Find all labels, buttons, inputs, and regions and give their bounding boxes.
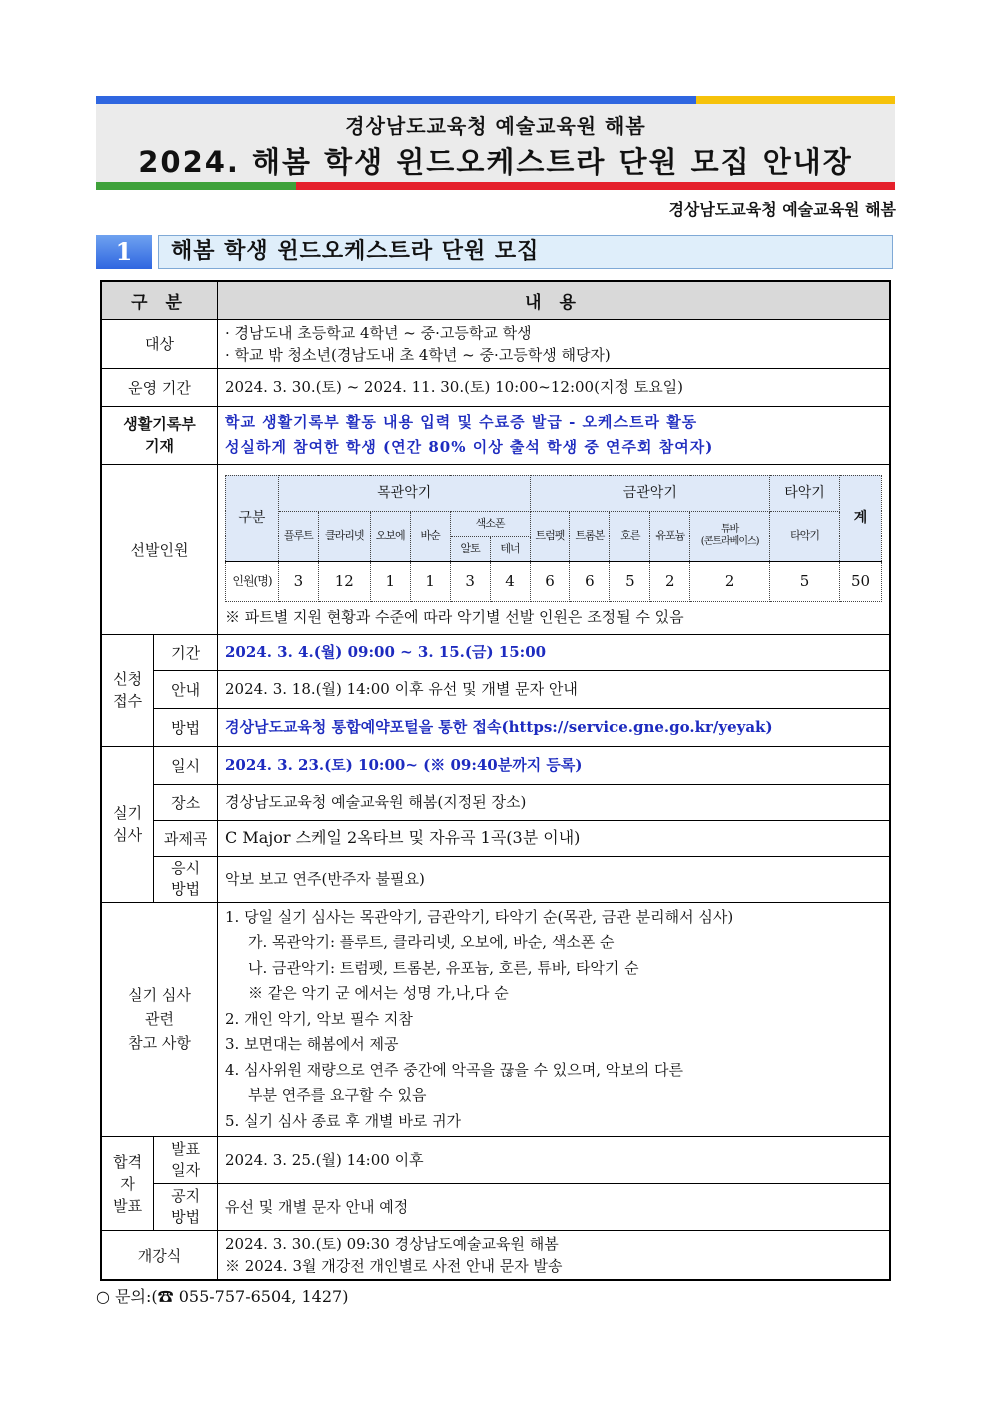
issuer: 경상남도교육청 예술교육원 해봄 [668, 200, 896, 219]
row-result-date [101, 1137, 890, 1184]
inst-euphonium: 유포늄 [650, 511, 690, 561]
row-result-method [101, 1184, 890, 1231]
selection-note: ※ 파트별 지원 현황과 수준에 따라 악기별 선발 인원은 조정될 수 있음 [224, 607, 684, 626]
inst-clarinet: 클라리넷 [318, 511, 370, 561]
inner-gubun: 구분 [225, 475, 278, 561]
notes-label3: 참고 사항 [128, 1034, 191, 1053]
row-audition-method [101, 856, 890, 902]
notes-line9: 5. 실기 심사 종료 후 개별 바로 귀가 [224, 1111, 462, 1130]
notes-line7: 4. 심사위원 재량으로 연주 중간에 악곡을 끊을 수 있으며, 악보의 다른 [224, 1060, 683, 1079]
row-target [101, 319, 890, 368]
result-date-label1: 발표 [171, 1140, 201, 1158]
record-label1: 생활기록부 [123, 415, 196, 433]
count-oboe: 1 [370, 561, 410, 601]
opening-label: 개강식 [101, 1231, 217, 1281]
audition-place-label: 장소 [154, 784, 218, 820]
record-label2: 기재 [145, 437, 174, 455]
apply-period-label: 기간 [154, 634, 218, 670]
result-label2: 자 [120, 1174, 135, 1193]
notes-line4: ※ 같은 악기 군 에서는 성명 가,나,다 순 [247, 984, 509, 1002]
audition-date-value: 2024. 3. 23.(토) 10:00~ (※ 09:40분까지 등록) [217, 746, 890, 784]
audition-method-label2: 방법 [171, 880, 201, 898]
apply-period-value: 2024. 3. 4.(월) 09:00 ~ 3. 15.(금) 15:00 [217, 634, 890, 670]
result-date-label2: 일자 [171, 1161, 201, 1179]
count-euphonium: 2 [650, 561, 690, 601]
inst-trumpet: 트럼펫 [530, 511, 570, 561]
record-line1: 학교 생활기록부 활동 내용 입력 및 수료증 발급 - 오케스트라 활동 [224, 413, 698, 431]
audition-method-value: 악보 보고 연주(반주자 불필요) [217, 856, 890, 902]
result-method-value: 유선 및 개별 문자 안내 예정 [217, 1184, 890, 1231]
inner-total-label: 계 [839, 475, 881, 561]
row-audition-date [101, 746, 890, 784]
count-flute: 3 [278, 561, 318, 601]
inst-flute: 플루트 [278, 511, 318, 561]
banner-title: 2024. 해봄 학생 윈드오케스트라 단원 모집 안내장 [138, 145, 853, 179]
group-brass: 금관악기 [530, 475, 770, 511]
notes-label1: 실기 심사 [128, 986, 191, 1005]
audition-place-value: 경상남도교육청 예술교육원 해봄(지정된 장소) [217, 784, 890, 820]
stripe-red [296, 182, 895, 190]
row-selection [101, 464, 890, 634]
header-banner [96, 96, 895, 190]
opening-line1: 2024. 3. 30.(토) 09:30 경상남도예술교육원 해봄 [224, 1235, 559, 1253]
target-line2: · 학교 밖 청소년(경남도내 초 4학년 ~ 중·고등학생 해당자) [224, 345, 611, 364]
count-trumpet: 6 [530, 561, 570, 601]
stripe-yellow [696, 96, 895, 104]
phone-icon: ☎ [157, 1287, 174, 1306]
result-label3: 발표 [113, 1196, 143, 1215]
notes-line3: 나. 금관악기: 트럼펫, 트롬본, 유포늄, 호른, 튜바, 타악기 순 [247, 958, 639, 977]
apply-method-value: 경상남도교육청 통합예약포털을 통한 접속(https://service.gne.go.kr/yeyak) [217, 708, 890, 746]
row-audition-piece [101, 820, 890, 856]
inst-sax: 색소폰 [450, 511, 530, 536]
count-tuba: 2 [690, 561, 770, 601]
count-row-label: 인원(명) [225, 561, 278, 601]
table-header [101, 281, 890, 319]
section-title: 해봄 학생 윈드오케스트라 단원 모집 [158, 235, 893, 269]
notes-label2: 관련 [145, 1010, 174, 1029]
target-line1: · 경남도내 초등학교 4학년 ~ 중·고등학교 학생 [224, 323, 532, 342]
row-opening [101, 1231, 890, 1281]
row-apply-method [101, 708, 890, 746]
inst-sax-tenor: 테너 [490, 536, 530, 561]
selection-table [225, 475, 882, 602]
contact-label: 문의:( [115, 1287, 158, 1306]
result-method-label2: 방법 [171, 1208, 201, 1226]
inst-oboe: 오보에 [370, 511, 410, 561]
inst-bassoon: 바순 [410, 511, 450, 561]
inst-percussion: 타악기 [770, 511, 840, 561]
apply-method-label: 방법 [154, 708, 218, 746]
count-clarinet: 12 [318, 561, 370, 601]
contact-bullet: ○ [96, 1287, 110, 1306]
contact-phone: 055-757-6504, 1427) [173, 1287, 349, 1306]
audition-label1: 실기 [113, 804, 143, 822]
contact-line [96, 1284, 348, 1307]
group-woodwind: 목관악기 [278, 475, 530, 511]
col-content: 내 용 [217, 281, 890, 319]
result-label1: 합격 [113, 1152, 143, 1171]
row-audition-place [101, 784, 890, 820]
col-category: 구 분 [101, 281, 217, 319]
audition-label2: 심사 [113, 826, 143, 844]
inst-trombone: 트롬본 [570, 511, 610, 561]
inst-horn: 호른 [610, 511, 650, 561]
count-percussion: 5 [770, 561, 840, 601]
count-row [225, 561, 881, 601]
count-alto: 3 [450, 561, 490, 601]
selection-label: 선발인원 [101, 464, 217, 634]
inst-sax-alto: 알토 [450, 536, 490, 561]
notes-line2: 가. 목관악기: 플루트, 클라리넷, 오보에, 바순, 색소폰 순 [247, 933, 615, 951]
notes-line5: 2. 개인 악기, 악보 필수 지참 [224, 1009, 413, 1028]
count-bassoon: 1 [410, 561, 450, 601]
row-period [101, 368, 890, 406]
opening-line2: ※ 2024. 3월 개강전 개인별로 사전 안내 문자 발송 [224, 1257, 563, 1275]
stripe-blue [96, 96, 696, 104]
count-tenor: 4 [490, 561, 530, 601]
count-trombone: 6 [570, 561, 610, 601]
row-apply-period [101, 634, 890, 670]
period-value: 2024. 3. 30.(토) ~ 2024. 11. 30.(토) 10:00~12:00(지정 토요일) [217, 368, 890, 406]
apply-notice-label: 안내 [154, 670, 218, 708]
inst-tuba-contrabass: (콘트라베이스) [700, 536, 759, 547]
recruitment-table [100, 280, 891, 1281]
audition-method-label1: 응시 [171, 859, 201, 877]
period-label: 운영 기간 [101, 368, 217, 406]
group-percussion: 타악기 [770, 475, 840, 511]
apply-label1: 신청 [113, 670, 143, 688]
audition-piece-value: C Major 스케일 2옥타브 및 자유곡 1곡(3분 이내) [217, 820, 890, 856]
audition-piece-label: 과제곡 [154, 820, 218, 856]
inst-tuba: 튜바 [721, 524, 739, 535]
record-line2: 성실하게 참여한 학생 (연간 80% 이상 출석 학생 중 연주회 참여자) [224, 438, 714, 456]
apply-label2: 접수 [113, 692, 143, 710]
audition-date-label: 일시 [154, 746, 218, 784]
section-number: 1 [96, 235, 152, 269]
result-method-label1: 공지 [171, 1187, 201, 1205]
apply-notice-value: 2024. 3. 18.(월) 14:00 이후 유선 및 개별 문자 안내 [217, 670, 890, 708]
stripe-green [96, 182, 296, 190]
notes-line6: 3. 보면대는 해봄에서 제공 [224, 1035, 399, 1053]
count-total: 50 [839, 561, 881, 601]
row-apply-notice [101, 670, 890, 708]
target-label: 대상 [101, 319, 217, 368]
count-horn: 5 [610, 561, 650, 601]
notes-line8: 부분 연주를 요구할 수 있음 [247, 1086, 427, 1104]
result-date-value: 2024. 3. 25.(월) 14:00 이후 [217, 1137, 890, 1184]
banner-subtitle: 경상남도교육청 예술교육원 해봄 [345, 114, 646, 138]
notes-line1: 1. 당일 실기 심사는 목관악기, 금관악기, 타악기 순(목관, 금관 분리해서 심사) [224, 907, 734, 926]
row-notes [101, 902, 890, 1137]
row-record [101, 406, 890, 464]
